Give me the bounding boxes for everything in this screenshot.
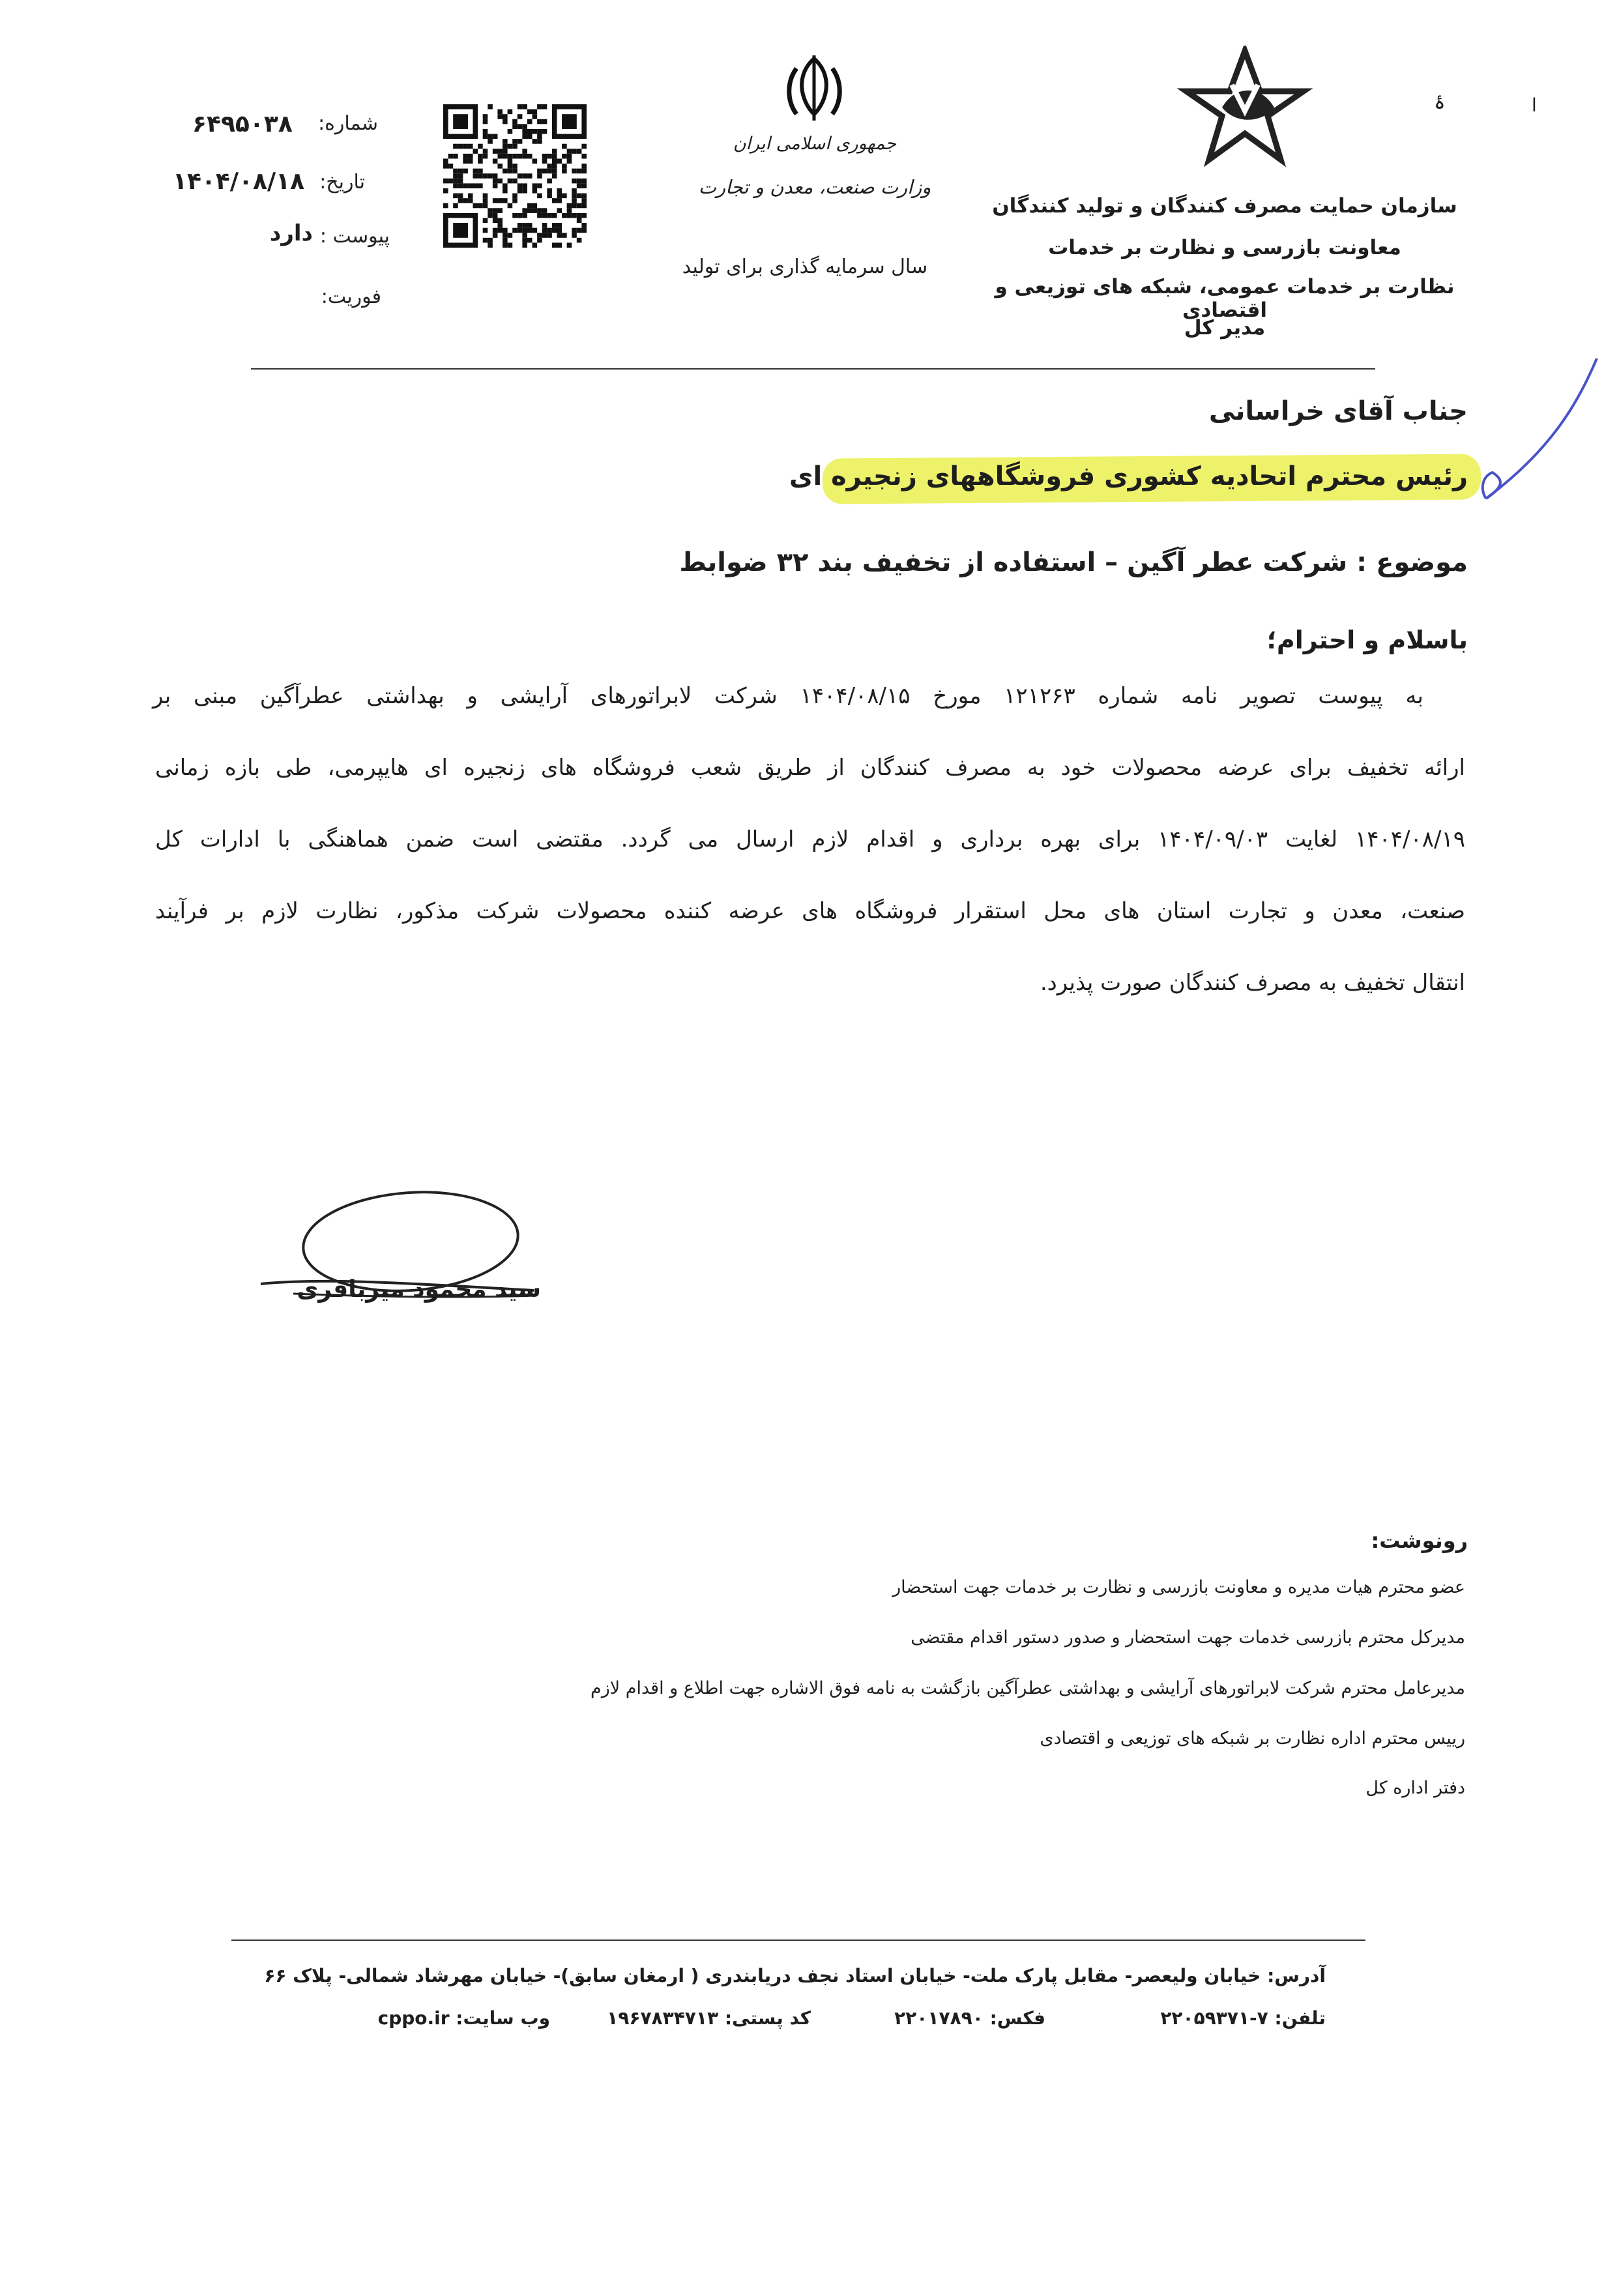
cc-item: مدیرکل محترم بازرسی خدمات جهت استحضار و صدور دستور اقدام مقتضی	[911, 1627, 1465, 1648]
number-label: شماره:	[318, 112, 378, 135]
recipient-title: رئیس محترم اتحادیه کشوری فروشگاههای زنجیره ای	[789, 461, 1468, 491]
header-divider	[251, 368, 1375, 370]
attachment-label: پیوست :	[319, 225, 390, 248]
greeting: باسلام و احترام؛	[1266, 626, 1468, 654]
footer-fax: فکس: ۲۲۰۱۷۸۹۰	[894, 2007, 1045, 2029]
year-slogan: سال سرمایه گذاری برای تولید	[682, 255, 928, 278]
org-line-3: نظارت بر خدمات عمومی، شبکه های توزیعی و اقتصادی	[995, 275, 1455, 322]
footer-phone: تلفن: ۷-۲۲۰۵۹۳۷۱	[1160, 2007, 1326, 2029]
footer-postal: کد پستی: ۱۹۶۷۸۳۴۷۱۳	[607, 2007, 811, 2029]
org-line-1: سازمان حمایت مصرف کنندگان و تولید کنندگان	[992, 194, 1457, 218]
recipient-name: جناب آقای خراسانی	[1208, 396, 1468, 426]
organization-logo	[1176, 46, 1313, 169]
body-line: ۱۴۰۴/۰۸/۱۹ لغایت ۱۴۰۴/۰۹/۰۳ برای بهره برداری و اقدام لازم ارسال می گردد. مقتضی است ضمن هماهنگی با ادارات کل	[155, 826, 1465, 852]
attachment-value: دارد	[269, 220, 313, 246]
cc-item: مدیرعامل محترم شرکت لابراتورهای آرایشی و بهداشتی عطرآگین بازگشت به نامه فوق الاشاره جهت اطلاع و اقدام لازم	[591, 1678, 1465, 1698]
org-line-4: مدیر کل	[1184, 316, 1266, 340]
body-line: انتقال تخفیف به مصرف کنندگان صورت پذیرد.	[1040, 970, 1465, 996]
corner-mark: ۂ	[1434, 91, 1446, 114]
cc-item: عضو محترم هیات مدیره و معاونت بازرسی و نظارت بر خدمات جهت استحضار	[892, 1577, 1465, 1597]
footer-website: وب سایت: cppo.ir	[377, 2007, 550, 2029]
body-line: صنعت، معدن و تجارت استان های محل استقرار فروشگاه های عرضه کننده محصولات شرکت مذکور، نظارت لازم بر فرآیند	[155, 898, 1465, 924]
corner-mark: ا	[1532, 94, 1537, 116]
subject: موضوع : شرکت عطر آگین – استفاده از تخفیف بند ۳۲ ضوابط	[679, 547, 1468, 577]
cc-item: دفتر اداره کل	[1365, 1778, 1465, 1798]
date-label: تاریخ:	[319, 171, 365, 194]
cc-title: رونوشت:	[1371, 1528, 1468, 1553]
cc-item: رییس محترم اداره نظارت بر شبکه های توزیعی و اقتصادی	[1040, 1728, 1465, 1749]
pen-checkmark-icon	[1473, 352, 1603, 508]
body-line: ارائه تخفیف برای عرضه محصولات خود به مصرف کنندگان از طریق شعب فروشگاه های زنجیره ای هایپرمی، طی بازه زمانی	[155, 755, 1465, 781]
number-value: ۶۴۹۵۰۳۸	[192, 111, 293, 138]
signatory-name: سید محمود میرباقری	[297, 1276, 541, 1303]
emblem-line-2: وزارت صنعت، معدن و تجارت	[698, 176, 931, 198]
footer-address: آدرس: خیابان ولیعصر- مقابل پارک ملت- خیابان استاد نجف دریابندری ( ارمغان سابق)- خیابان مهرشاد شمالی- پلاک ۶۶	[264, 1965, 1326, 1986]
iran-emblem-icon	[777, 52, 852, 127]
urgency-label: فوریت:	[321, 285, 381, 308]
emblem-line-1: جمهوری اسلامی ایران	[733, 134, 897, 154]
footer-divider	[231, 1940, 1365, 1941]
qr-code-icon	[443, 104, 587, 248]
date-value: ۱۴۰۴/۰۸/۱۸	[173, 168, 305, 195]
org-line-2: معاونت بازرسی و نظارت بر خدمات	[1048, 236, 1401, 259]
handwritten-signature	[248, 1186, 547, 1330]
body-line: به پیوست تصویر نامه شماره ۱۲۱۲۶۳ مورخ ۱۴۰۴/۰۸/۱۵ شرکت لابراتورهای آرایشی و بهداشتی عطرآگین مبنی بر	[153, 683, 1424, 709]
